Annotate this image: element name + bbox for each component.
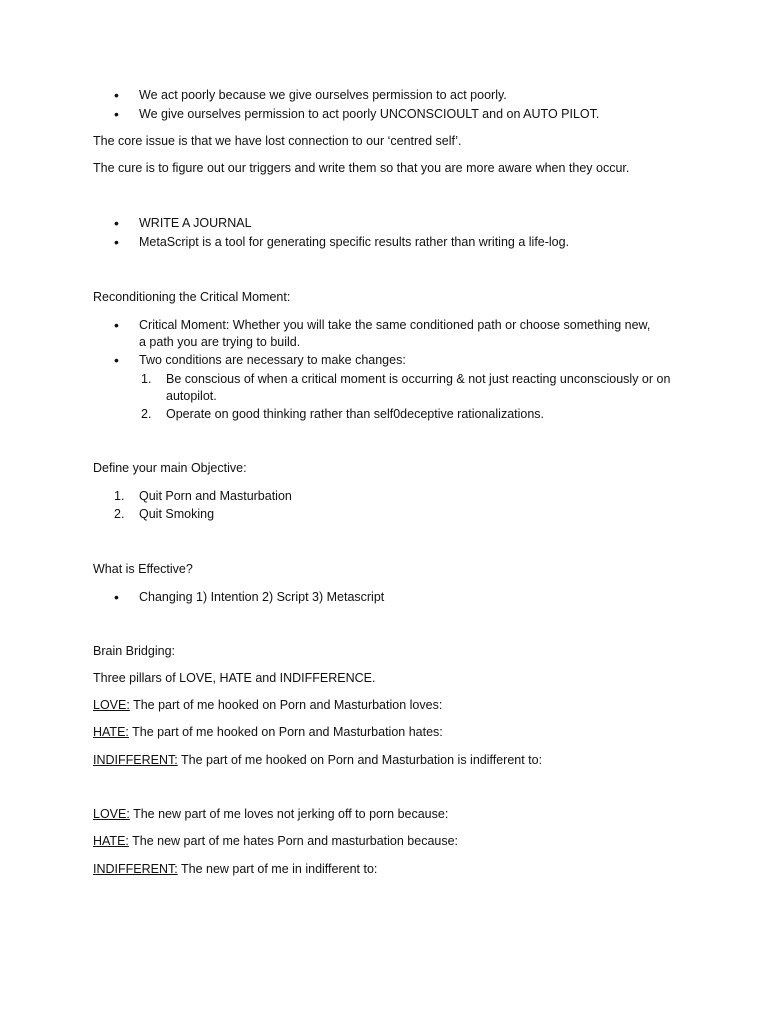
love-label: LOVE: — [93, 807, 130, 821]
indifferent-label: INDIFFERENT: — [93, 862, 178, 876]
hate-label: HATE: — [93, 834, 129, 848]
hate-label: HATE: — [93, 725, 129, 739]
love-new-line: LOVE: The new part of me loves not jerking off to porn because: — [93, 807, 449, 821]
hate-new-line: HATE: The new part of me hates Porn and masturbation because: — [93, 834, 459, 848]
love-label: LOVE: — [93, 698, 130, 712]
love-line: LOVE: The part of me hooked on Porn and Masturbation loves: — [93, 698, 443, 712]
recon-heading: Reconditioning the Critical Moment: — [93, 290, 291, 304]
effective-heading: What is Effective? — [93, 562, 193, 576]
indifferent-line: INDIFFERENT: The part of me hooked on Porn and Masturbation is indifferent to: — [93, 753, 543, 767]
core-issue-text: The core issue is that we have lost connection to our ‘centred self’. — [93, 134, 462, 148]
document-page: We act poorly because we give ourselves permission to act poorly. We give ourselves permission to act poorly UNCONSCIOULT and on AUTO PILOT. The core issue is that we have lost connection to our ‘centred self’. The cure is to figure out our triggers and write them so that you are more aware when they occur. WRITE A JOURNAL MetaScript is a tool for generating specific results rather than writing a life-log. Reconditioning the Critical Moment: Critical Moment: Whether you will take the same conditioned path or choose something new, a path you are trying to build. Two conditions are necessary to make changes: 1. Be conscious of when a critical moment is occurring & not just reacting unconsciously or on autopilot. 2. Operate on good thinking rather than self0deceptive rationalizations. Define your main Objective: 1. Quit Porn and Masturbation 2. Quit Smoking What is Effective? Changing 1) Intention 2) Script 3) Metascript Brain Bridging: Three pillars of LOVE, HATE and INDIFFERENCE. LOVE: The part of me hooked on Porn and Masturbation loves: HATE: The part of me hooked on Porn and Masturbation hates: INDIFFERENT: The part of me hooked on Porn and Masturbation is indifferent to: LOVE: The new part of me loves not jerking off to porn because: HATE: The new part of me hates Porn and masturbation because: INDIFFERENT: The new part of me in indifferent to: — [93, 88, 671, 876]
cure-text: The cure is to figure out our triggers and write them so that you are more aware when they occur. — [93, 161, 630, 175]
objective-heading: Define your main Objective: — [93, 461, 247, 475]
brain-heading: Brain Bridging: — [93, 644, 175, 658]
pillars-text: Three pillars of LOVE, HATE and INDIFFERENCE. — [93, 671, 376, 685]
hate-line: HATE: The part of me hooked on Porn and Masturbation hates: — [93, 725, 443, 739]
indifferent-new-line: INDIFFERENT: The new part of me in indifferent to: — [93, 862, 378, 876]
indifferent-label: INDIFFERENT: — [93, 753, 178, 767]
